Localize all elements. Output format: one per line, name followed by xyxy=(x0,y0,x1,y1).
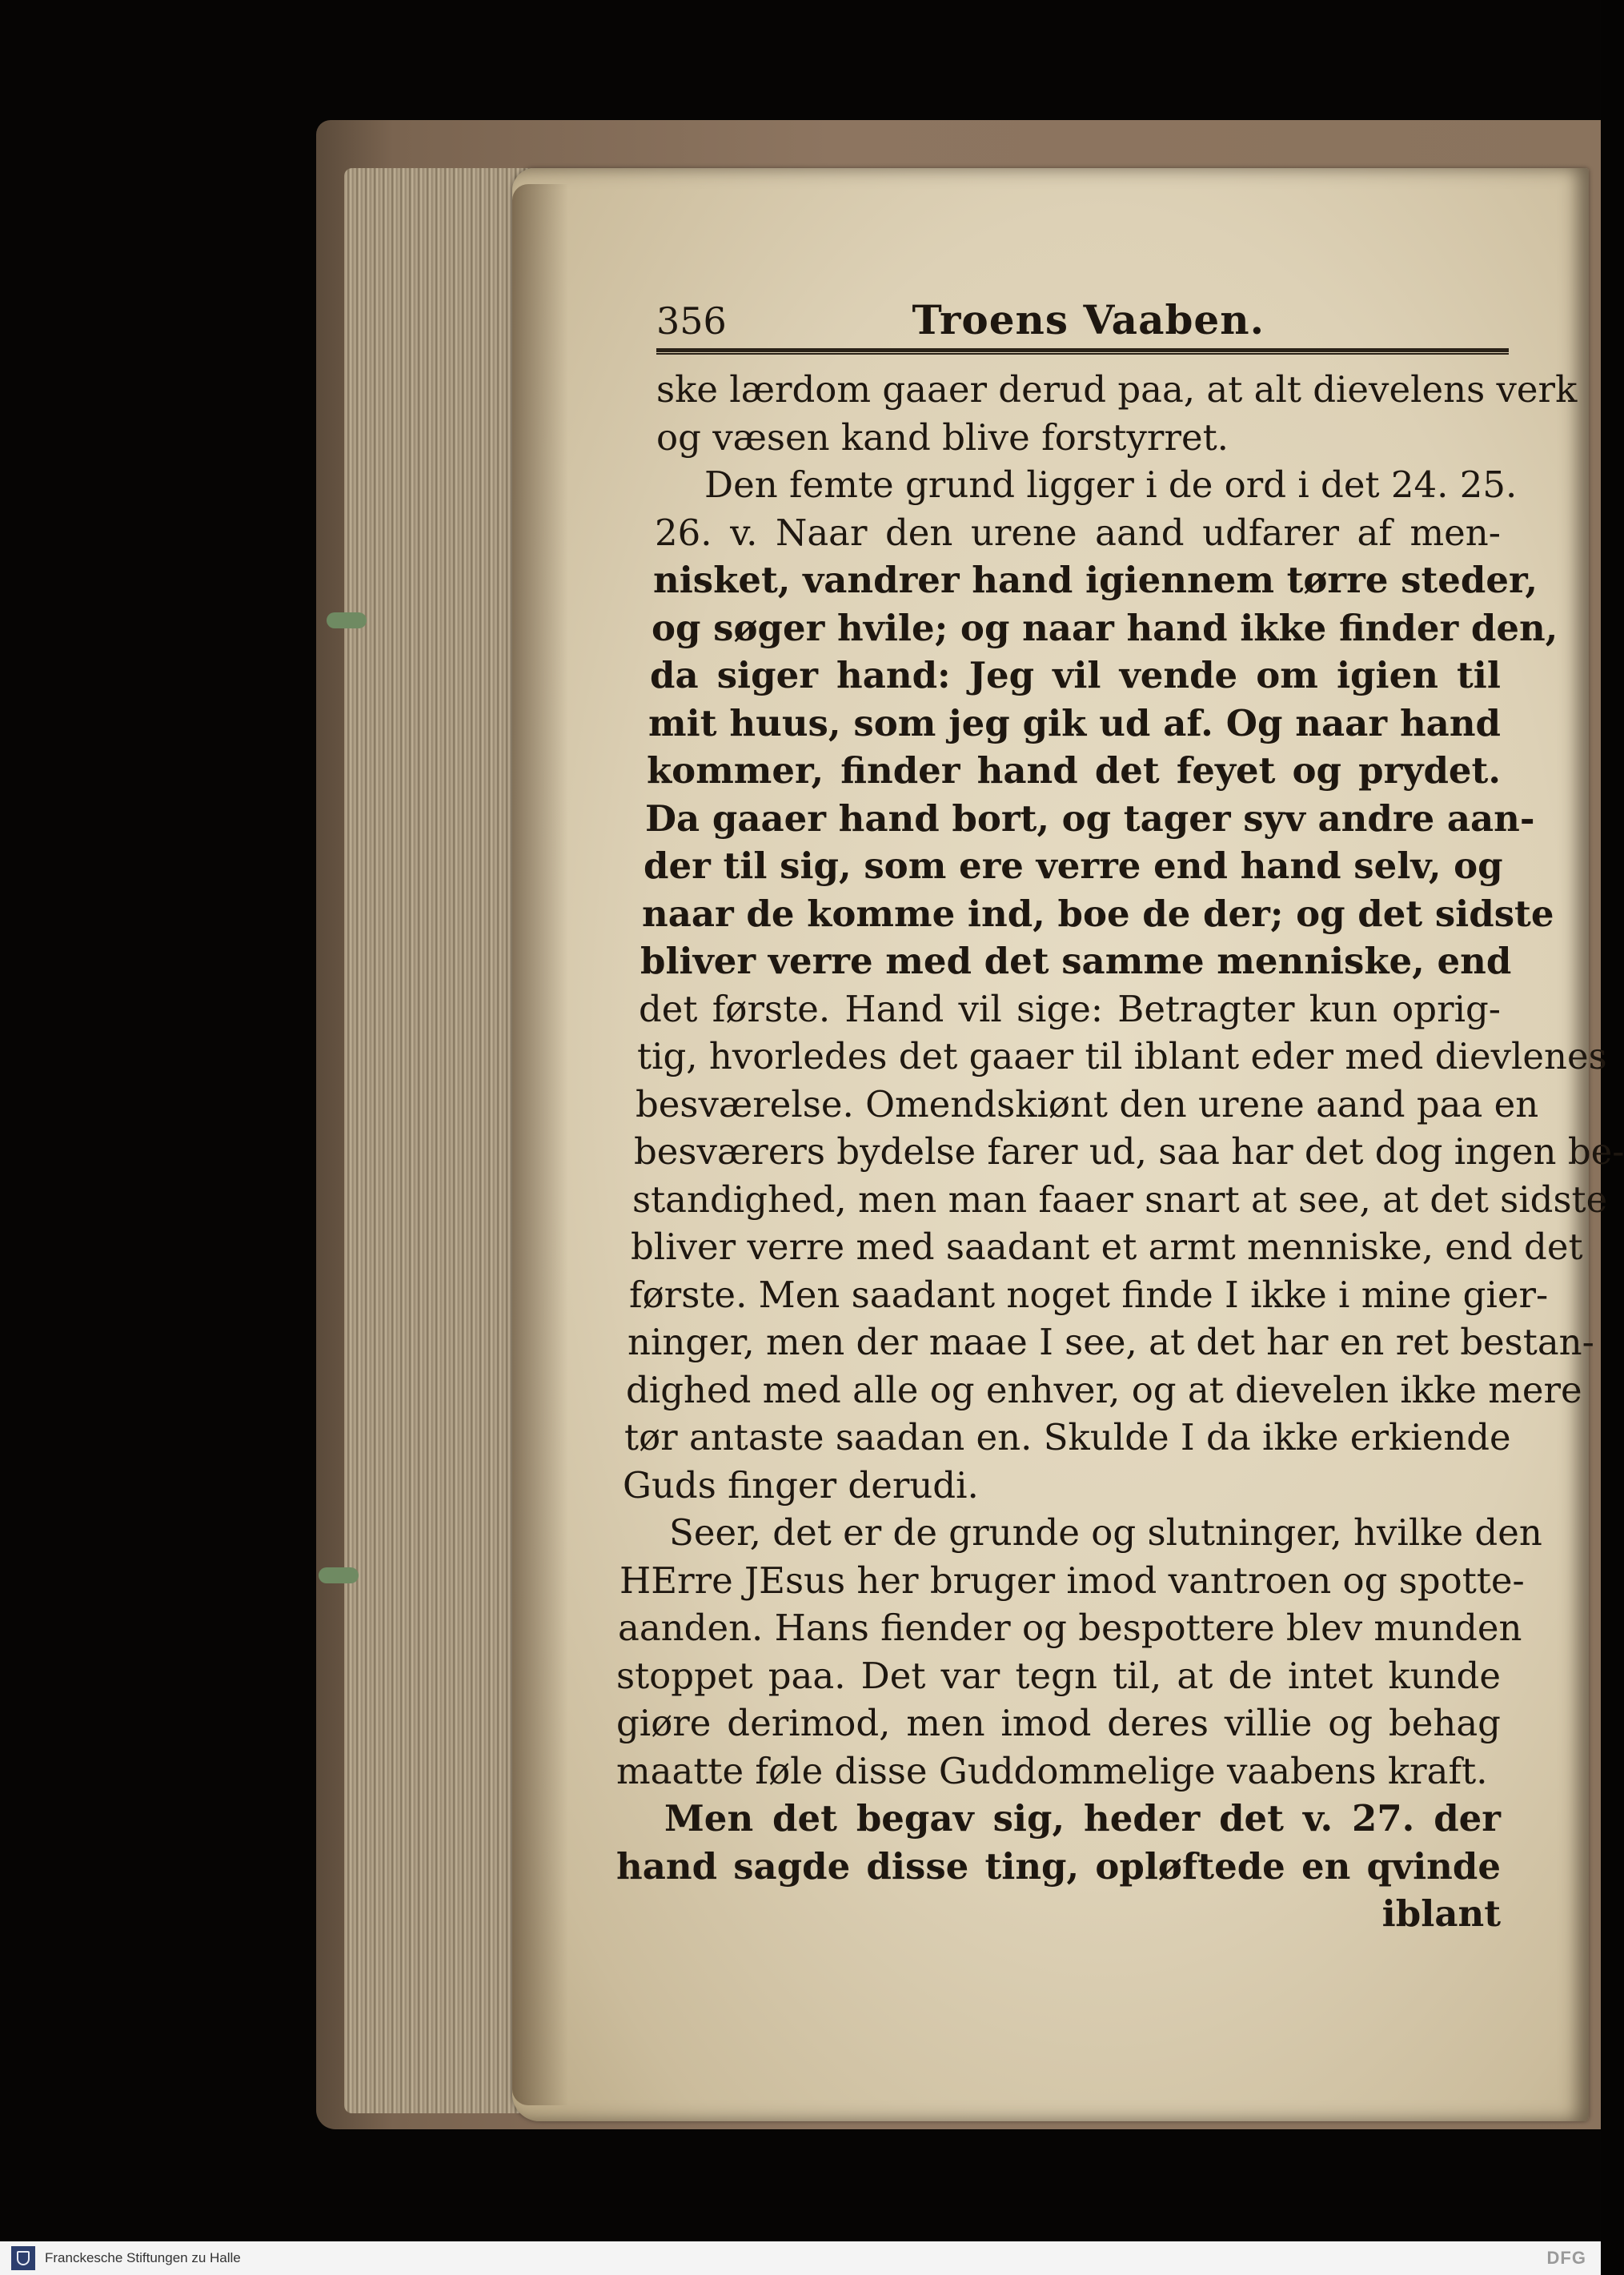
page-number: 356 xyxy=(656,299,727,343)
text-line: ninger, men der maae I see, at det har en ret bestan- xyxy=(628,1321,1594,1363)
dfg-logo: DFG xyxy=(1546,2248,1586,2268)
text-line: bliver verre med det samme menniske, end xyxy=(640,940,1512,982)
text-line: dighed med alle og enhver, og at dievelen ikke mere xyxy=(626,1368,1582,1411)
running-title: Troens Vaaben. xyxy=(912,296,1265,343)
text-line: stoppet paa. Det var tegn til, at de intet kunde xyxy=(616,1654,1501,1697)
text-line: maatte føle disse Guddommelige vaabens kraft. xyxy=(616,1749,1488,1792)
text-line: Men det begav sig, heder det v. 27. der xyxy=(664,1797,1501,1840)
text-line: Den femte grund ligger i de ord i det 24. 25. xyxy=(704,463,1518,506)
text-line: tør antaste saadan en. Skulde I da ikke erkiende xyxy=(624,1416,1511,1458)
footer-bar xyxy=(0,2241,1601,2275)
header-rule xyxy=(656,348,1509,355)
text-line: ske lærdom gaaer derud paa, at alt dievelens verk xyxy=(656,368,1578,411)
text-line: besværers bydelse farer ud, saa har det dog ingen be- xyxy=(634,1130,1624,1173)
text-line: Da gaaer hand bort, og tager syv andre aan- xyxy=(645,796,1535,840)
bookmark-ribbon xyxy=(327,612,367,628)
text-line: Guds finger derudi. xyxy=(623,1463,979,1507)
gutter-shadow xyxy=(512,184,568,2105)
text-line: besværelse. Omendskiønt den urene aand paa en xyxy=(636,1082,1539,1125)
page-header xyxy=(656,296,1497,343)
text-line: HErre JEsus her bruger imod vantroen og spotte- xyxy=(620,1559,1525,1602)
text-line: aanden. Hans fiender og bespottere blev munden xyxy=(618,1607,1522,1649)
bookmark-ribbon xyxy=(319,1567,359,1583)
text-line: mit huus, som jeg gik ud af. Og naar hand xyxy=(648,701,1501,744)
text-line: Seer, det er de grunde og slutninger, hvilke den xyxy=(669,1511,1542,1554)
text-line: hand sagde disse ting, opløftede en qvinde xyxy=(616,1844,1501,1888)
text-line: og søger hvile; og naar hand ikke finder den, xyxy=(652,606,1558,649)
text-line: standighed, men man faaer snart at see, at det sidste xyxy=(632,1178,1608,1221)
catchword: iblant xyxy=(1381,1892,1501,1935)
text-line: 26. v. Naar den urene aand udfarer af men- xyxy=(655,511,1501,554)
text-line: første. Men saadant noget finde I ikke i mine gier- xyxy=(629,1273,1549,1316)
text-line: nisket, vandrer hand igiennem tørre steder, xyxy=(653,559,1538,601)
text-line: da siger hand: Jeg vil vende om igien til xyxy=(650,654,1501,696)
institution-logo-icon xyxy=(11,2246,35,2270)
text-line: det første. Hand vil sige: Betragter kun oprig- xyxy=(639,987,1501,1030)
text-line: tig, hvorledes det gaaer til iblant eder med dievlenes xyxy=(637,1035,1607,1077)
text-line: giøre derimod, men imod deres villie og behag xyxy=(616,1702,1501,1744)
page-text-block xyxy=(616,296,1624,1938)
text-line: der til sig, som ere verre end hand selv, og xyxy=(644,845,1503,887)
institution-name: Franckesche Stiftungen zu Halle xyxy=(45,2250,241,2265)
text-line: naar de komme ind, boe de der; og det sidste xyxy=(642,892,1554,935)
text-line: og væsen kand blive forstyrret. xyxy=(656,415,1229,459)
text-line: kommer, finder hand det feyet og prydet. xyxy=(647,749,1501,792)
text-line: bliver verre med saadant et armt menniske, end det xyxy=(631,1226,1583,1268)
